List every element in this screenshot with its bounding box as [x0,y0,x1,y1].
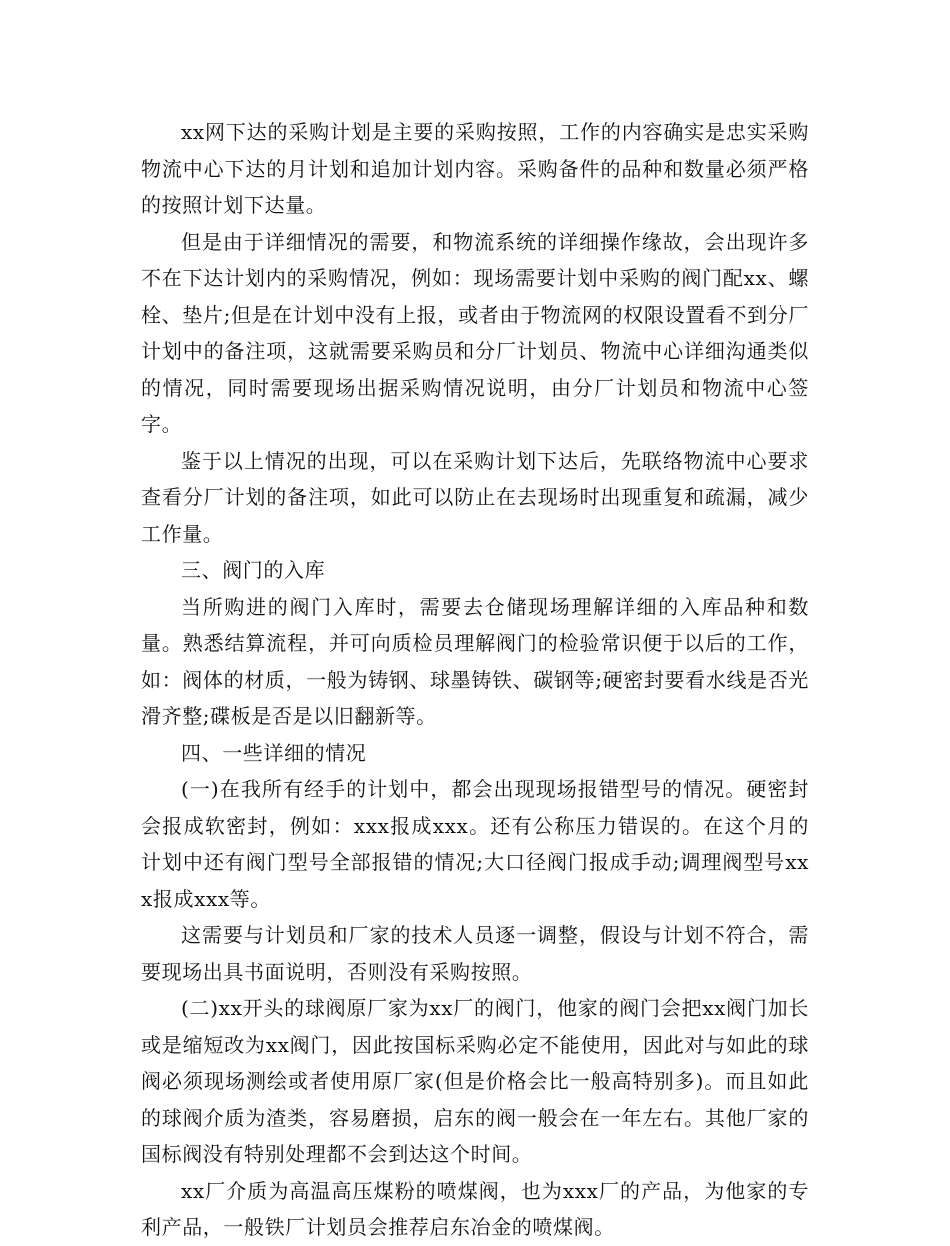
section-heading-valve-warehousing: 三、阀门的入库 [181,558,326,582]
paragraph-ball-valves: (二)xx开头的球阀原厂家为xx厂的阀门，他家的阀门会把xx阀门加长或是缩短改为xx阀门，因此按国标采购必定不能使用，因此对与如此的球阀必须现场测绘或者使用原厂家(但是价格会比一般高特别多)。而且如此的球阀介质为渣类，容易磨损，启东的阀一般会在一年左右。其他厂家的国标阀没有特别处理都不会到达这个时间。 [141,996,809,1166]
section-heading-detailed-situations: 四、一些详细的情况 [181,740,367,765]
paragraph-purchase-plan: xx网下达的采购计划是主要的采购按照，工作的内容确实是忠实采购物流中心下达的月计划和追加计划内容。采购备件的品种和数量必须严格的按照计划下达量。 [141,120,809,217]
paragraph-model-errors: (一)在我所有经手的计划中，都会出现现场报错型号的情况。硬密封会报成软密封，例如：xxx报成xxx。还有公称压力错误的。在这个月的计划中还有阀门型号全部报错的情况;大口径阀门报成手动;调理阀型号xxx报成xxx等。 [141,777,809,911]
paragraph-check-remarks: 鉴于以上情况的出现，可以在采购计划下达后，先联络物流中心要求查看分厂计划的备注项，如此可以防止在去现场时出现重复和疏漏，减少工作量。 [141,448,809,546]
paragraph-unplanned-purchases: 但是由于详细情况的需要，和物流系统的详细操作缘故，会出现许多不在下达计划内的采购情况，例如：现场需要计划中采购的阀门配xx、螺栓、垫片;但是在计划中没有上报，或者由于物流网的权限设置看不到分厂计划中的备注项，这就需要采购员和分厂计划员、物流中心详细沟通类似的情况，同时需要现场出据采购情况说明，由分厂计划员和物流中心签字。 [141,229,809,436]
document-body [141,114,809,1246]
paragraph-valve-warehousing: 当所购进的阀门入库时，需要去仓储现场理解详细的入库品种和数量。熟悉结算流程，并可向质检员理解阀门的检验常识便于以后的工作，如：阀体的材质，一般为铸钢、球墨铸铁、碳钢等;硬密封要看水线是否光滑齐整;碟板是否是以旧翻新等。 [141,594,809,728]
paragraph-adjustment: 这需要与计划员和厂家的技术人员逐一调整，假设与计划不符合，需要现场出具书面说明，否则没有采购按照。 [141,923,809,984]
paragraph-coal-injection-valve: xx厂介质为高温高压煤粉的喷煤阀，也为xxx厂的产品，为他家的专利产品，一般铁厂计划员会推荐启东冶金的喷煤阀。 [141,1178,809,1239]
